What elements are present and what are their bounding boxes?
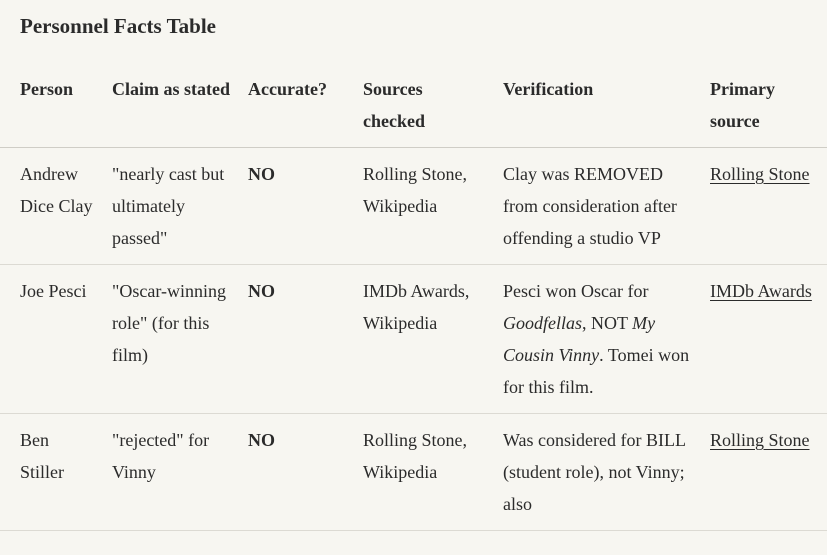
verification-film-title: My Cousin Vinny: [503, 313, 656, 365]
verification-text: Clay was REMOVED from consideration after offending a studio VP: [503, 164, 677, 248]
table-row: [0, 265, 827, 414]
table-header-row: [0, 70, 827, 148]
sources-cell: IMDb Awards, Wikipedia: [355, 265, 495, 414]
person-cell: Joe Pesci: [0, 265, 104, 414]
table-row: [0, 148, 827, 265]
primary-source-link[interactable]: Rolling Stone: [710, 164, 810, 184]
verification-cell: [495, 414, 702, 531]
primary-source-cell: [702, 148, 827, 265]
primary-source-link[interactable]: Rolling Stone: [710, 430, 810, 450]
claim-cell: "nearly cast but ultimately passed": [104, 148, 240, 265]
page-title: Personnel Facts Table: [20, 14, 217, 38]
table-row: [0, 414, 827, 531]
verification-film-title: Goodfellas: [503, 313, 582, 333]
verification-cell: [495, 265, 702, 414]
header-person: Person: [0, 70, 104, 148]
personnel-facts-table: [0, 70, 827, 531]
header-accurate: Accurate?: [240, 70, 355, 148]
claim-cell: "rejected" for Vinny: [104, 414, 240, 531]
person-cell: Ben Stiller: [0, 414, 104, 531]
primary-source-cell: [702, 414, 827, 531]
accurate-cell: NO: [240, 148, 355, 265]
primary-source-cell: [702, 265, 827, 414]
verification-cell: [495, 148, 702, 265]
header-sources: Sources checked: [355, 70, 495, 148]
header-verification: Verification: [495, 70, 702, 148]
verification-text: , NOT: [582, 313, 633, 333]
header-claim: Claim as stated: [104, 70, 240, 148]
person-cell: Andrew Dice Clay: [0, 148, 104, 265]
accurate-cell: NO: [240, 265, 355, 414]
header-primary-source: Primary source: [702, 70, 827, 148]
primary-source-link[interactable]: IMDb Awards: [710, 281, 812, 301]
verification-text: . Tomei won for this film.: [503, 345, 690, 397]
accurate-cell: NO: [240, 414, 355, 531]
claim-cell: "Oscar-winning role" (for this film): [104, 265, 240, 414]
verification-text: Was considered for BILL (student role), not Vinny; also: [503, 430, 686, 514]
verification-text: Pesci won Oscar for: [503, 281, 649, 301]
sources-cell: Rolling Stone, Wikipedia: [355, 414, 495, 531]
sources-cell: Rolling Stone, Wikipedia: [355, 148, 495, 265]
